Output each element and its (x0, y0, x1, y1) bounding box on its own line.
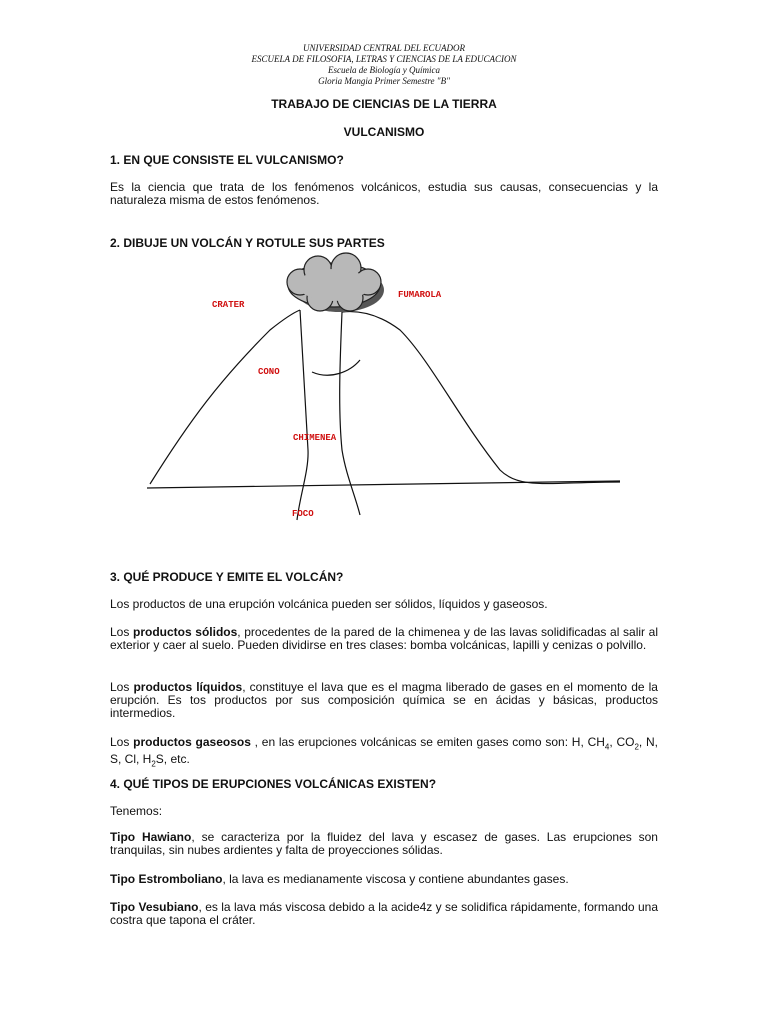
header-author: Gloria Mangia Primer Semestre "B" (318, 76, 450, 86)
question-4-intro: Tenemos: (110, 804, 163, 818)
cone-inner-line (312, 360, 360, 375)
document-title: TRABAJO DE CIENCIAS DE LA TIERRA (271, 97, 497, 111)
paragraph-hawiano: Tipo Hawiano, se caracteriza por la fluidez del lava y escasez de gases. Las erupciones son tranquilas, sin nubes ardientes y falta de proyecciones sólidas. (110, 830, 658, 857)
label-crater: CRATER (212, 300, 245, 310)
smoke-cloud (287, 253, 384, 312)
volcano-left-flank (150, 310, 300, 484)
term-estromboliano: Tipo Estromboliano (110, 872, 223, 886)
paragraph-solidos: Los productos sólidos, procedentes de la pared de la chimenea y de las lavas solidificadas al salir al exterior y caer al suelo. Pueden dividirse en tres clases: bomba volcánicas, lapilli y cenizas o polvillo. (110, 625, 658, 652)
label-chimenea: CHIMENEA (293, 433, 337, 443)
document-subtitle: VULCANISMO (343, 125, 425, 139)
paragraph-vesubiano: Tipo Vesubiano, es la lava más viscosa debido a la acide4z y se solidifica rápidamente, formando una costra que tapona el cráter. (110, 900, 658, 927)
term-gaseosos: productos gaseosos (133, 735, 251, 749)
chimney-left-wall (297, 310, 308, 520)
paragraph-estromboliano: Tipo Estromboliano, la lava es medianamente viscosa y contiene abundantes gases. (110, 872, 569, 886)
term-vesubiano: Tipo Vesubiano (110, 900, 199, 914)
ground-line (147, 481, 620, 488)
paragraph-liquidos: Los productos líquidos, constituye el lava que es el magma liberado de gases en el momento de la erupción. Es tos productos por sus composición química se en ácidas y básicas, productos intermedios. (110, 680, 658, 720)
label-cono: CONO (258, 367, 280, 377)
header-faculty: ESCUELA DE FILOSOFIA, LETRAS Y CIENCIAS DE LA EDUCACION (251, 54, 517, 64)
question-1-answer: Es la ciencia que trata de los fenómenos volcánicos, estudia sus causas, consecuencias y la naturaleza misma de estos fenómenos. (110, 180, 658, 207)
question-3-heading: 3. QUÉ PRODUCE Y EMITE EL VOLCÁN? (110, 570, 344, 584)
label-fumarola: FUMAROLA (398, 290, 442, 300)
header-school: Escuela de Biología y Química (328, 65, 440, 75)
header-university: UNIVERSIDAD CENTRAL DEL ECUADOR (303, 43, 465, 53)
question-4-heading: 4. QUÉ TIPOS DE ERUPCIONES VOLCÁNICAS EXISTEN? (110, 777, 437, 791)
paragraph-gaseosos: Los productos gaseosos , en las erupciones volcánicas se emiten gases como son: H, $CH_4$, $CO_2$, N, S, Cl, $H_2S$, etc. (110, 735, 659, 769)
question-3-intro: Los productos de una erupción volcánica pueden ser sólidos, líquidos y gaseosos. (110, 597, 548, 611)
label-foco: FOCO (292, 509, 314, 519)
term-hawiano: Tipo Hawiano (110, 830, 192, 844)
question-2-heading: 2. DIBUJE UN VOLCÁN Y ROTULE SUS PARTES (110, 236, 385, 250)
volcano-right-flank (342, 312, 620, 484)
question-1-heading: 1. EN QUE CONSISTE EL VULCANISMO? (110, 153, 344, 167)
term-solidos: productos sólidos (132, 625, 238, 639)
term-liquidos: productos líquidos (133, 680, 243, 694)
